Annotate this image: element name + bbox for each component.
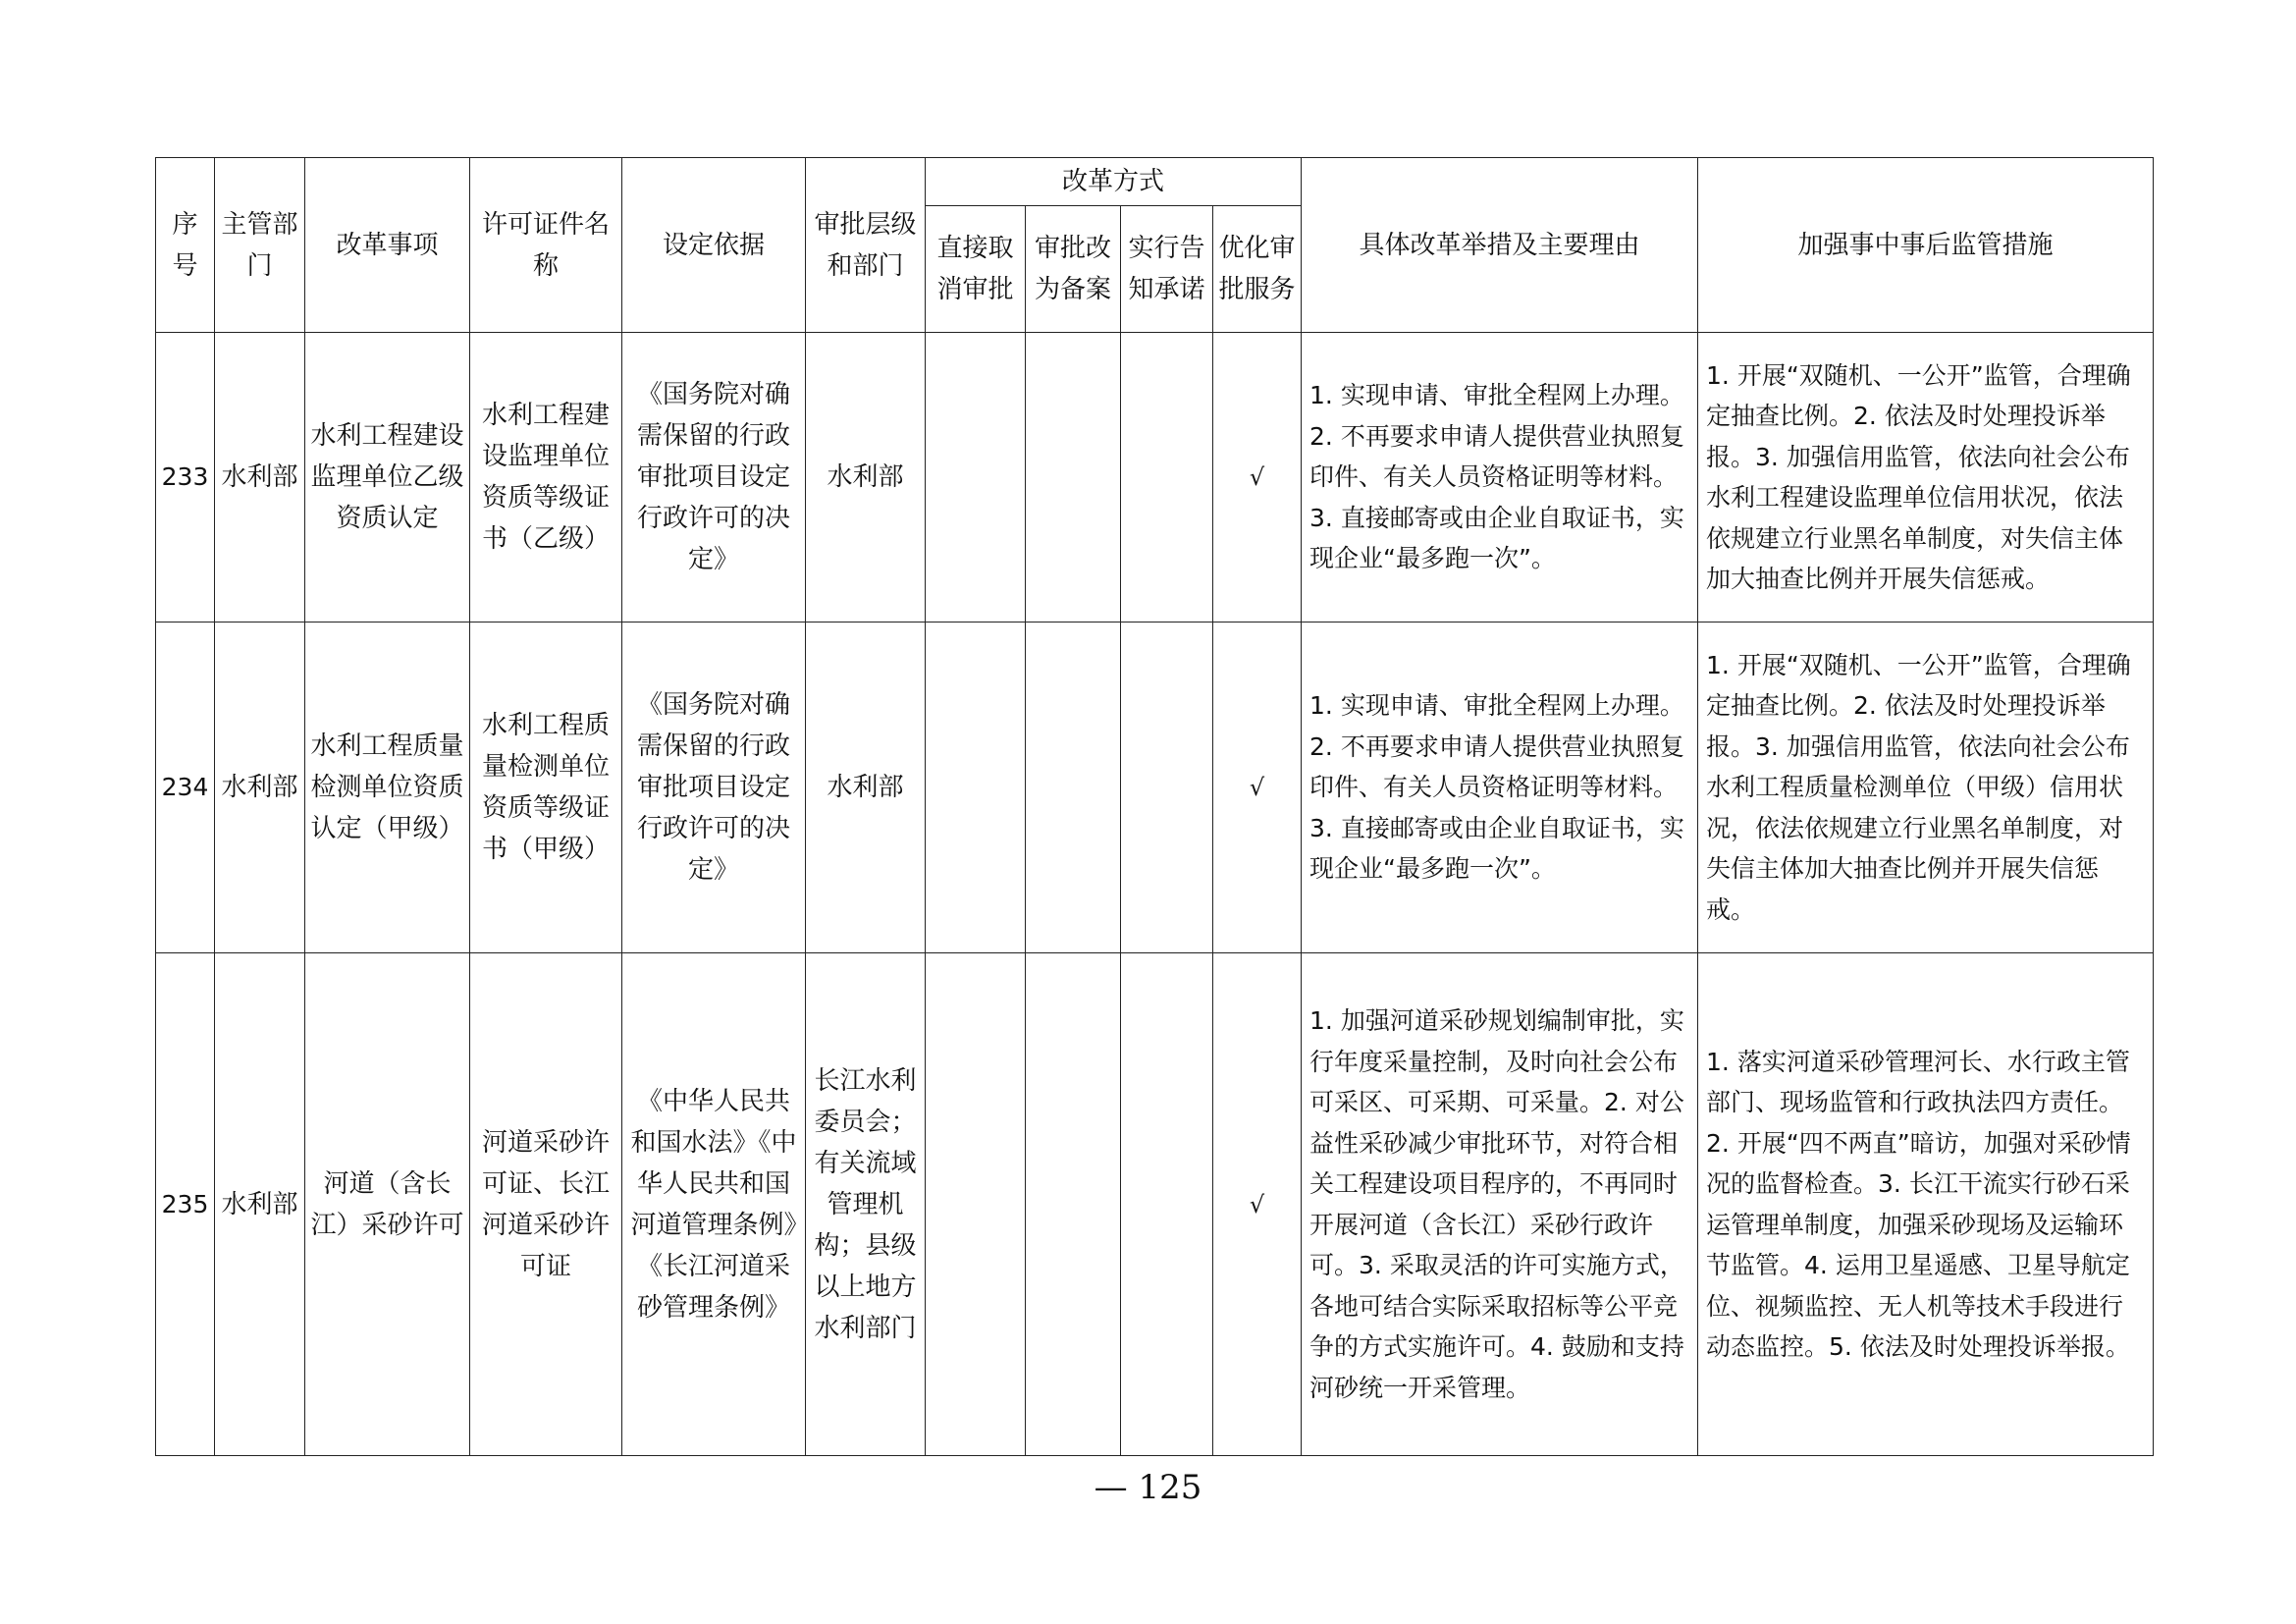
- header-method-cancel: 直接取消审批: [926, 206, 1026, 333]
- cell-method-filing: [1026, 623, 1121, 953]
- cell-reform-item: 水利工程质量检测单位资质认定（甲级）: [305, 623, 470, 953]
- table-row: [156, 953, 2154, 1456]
- cell-seq: 235: [156, 953, 215, 1456]
- cell-license-name: 河道采砂许可证、长江河道采砂许可证: [470, 953, 622, 1456]
- checkmark-cell: √: [1213, 623, 1302, 953]
- cell-legal-basis: 《国务院对确需保留的行政审批项目设定行政许可的决定》: [622, 623, 806, 953]
- header-seq: 序号: [156, 158, 215, 333]
- cell-department: 水利部: [215, 953, 305, 1456]
- cell-department: 水利部: [215, 333, 305, 623]
- checkmark-cell: √: [1213, 953, 1302, 1456]
- header-approval-level: 审批层级和部门: [806, 158, 926, 333]
- header-license-name: 许可证件名称: [470, 158, 622, 333]
- header-department: 主管部门: [215, 158, 305, 333]
- header-legal-basis: 设定依据: [622, 158, 806, 333]
- cell-measures: 1. 实现申请、审批全程网上办理。2. 不再要求申请人提供营业执照复印件、有关人员资格证明等材料。3. 直接邮寄或由企业自取证书，实现企业“最多跑一次”。: [1302, 623, 1698, 953]
- cell-reform-item: 河道（含长江）采砂许可: [305, 953, 470, 1456]
- cell-seq: 233: [156, 333, 215, 623]
- header-measures: 具体改革举措及主要理由: [1302, 158, 1698, 333]
- cell-legal-basis: 《中华人民共和国水法》《中华人民共和国河道管理条例》《长江河道采砂管理条例》: [622, 953, 806, 1456]
- cell-seq: 234: [156, 623, 215, 953]
- cell-method-cancel: [926, 333, 1026, 623]
- cell-license-name: 水利工程建设监理单位资质等级证书（乙级）: [470, 333, 622, 623]
- cell-department: 水利部: [215, 623, 305, 953]
- header-method-optimize: 优化审批服务: [1213, 206, 1302, 333]
- cell-supervision: 1. 开展“双随机、一公开”监管，合理确定抽查比例。2. 依法及时处理投诉举报。3. 加强信用监管，依法向社会公布水利工程质量检测单位（甲级）信用状况，依法依规建立行业黑名单制度，对失信主体加大抽查比例并开展失信惩戒。: [1698, 623, 2154, 953]
- cell-legal-basis: 《国务院对确需保留的行政审批项目设定行政许可的决定》: [622, 333, 806, 623]
- cell-method-notify: [1121, 623, 1213, 953]
- header-method-notify: 实行告知承诺: [1121, 206, 1213, 333]
- cell-method-cancel: [926, 953, 1026, 1456]
- cell-approval-level: 水利部: [806, 623, 926, 953]
- cell-supervision: 1. 落实河道采砂管理河长、水行政主管部门、现场监管和行政执法四方责任。2. 开展“四不两直”暗访，加强对采砂情况的监督检查。3. 长江干流实行砂石采运管理单制度，加强采砂现场及运输环节监管。4. 运用卫星遥感、卫星导航定位、视频监控、无人机等技术手段进行动态监控。5. 依法及时处理投诉举报。: [1698, 953, 2154, 1456]
- header-supervision: 加强事中事后监管措施: [1698, 158, 2154, 333]
- cell-approval-level: 水利部: [806, 333, 926, 623]
- header-row-top: [156, 158, 2154, 206]
- header-reform-item: 改革事项: [305, 158, 470, 333]
- header-reform-method-group: 改革方式: [926, 158, 1302, 206]
- cell-method-notify: [1121, 333, 1213, 623]
- cell-license-name: 水利工程质量检测单位资质等级证书（甲级）: [470, 623, 622, 953]
- cell-method-filing: [1026, 333, 1121, 623]
- cell-method-cancel: [926, 623, 1026, 953]
- table-row: [156, 623, 2154, 953]
- cell-reform-item: 水利工程建设监理单位乙级资质认定: [305, 333, 470, 623]
- cell-supervision: 1. 开展“双随机、一公开”监管，合理确定抽查比例。2. 依法及时处理投诉举报。3. 加强信用监管，依法向社会公布水利工程建设监理单位信用状况，依法依规建立行业黑名单制度，对失信主体加大抽查比例并开展失信惩戒。: [1698, 333, 2154, 623]
- checkmark-cell: √: [1213, 333, 1302, 623]
- cell-method-filing: [1026, 953, 1121, 1456]
- table-row: [156, 333, 2154, 623]
- cell-measures: 1. 加强河道采砂规划编制审批，实行年度采量控制，及时向社会公布可采区、可采期、可采量。2. 对公益性采砂减少审批环节，对符合相关工程建设项目程序的，不再同时开展河道（含长江）采砂行政许可。3. 采取灵活的许可实施方式，各地可结合实际采取招标等公平竞争的方式实施许可。4. 鼓励和支持河砂统一开采管理。: [1302, 953, 1698, 1456]
- header-method-filing: 审批改为备案: [1026, 206, 1121, 333]
- cell-measures: 1. 实现申请、审批全程网上办理。2. 不再要求申请人提供营业执照复印件、有关人员资格证明等材料。3. 直接邮寄或由企业自取证书，实现企业“最多跑一次”。: [1302, 333, 1698, 623]
- reform-table: [155, 157, 2154, 1456]
- page-number: — 125: [1094, 1468, 1202, 1507]
- cell-approval-level: 长江水利委员会；有关流域管理机构；县级以上地方水利部门: [806, 953, 926, 1456]
- cell-method-notify: [1121, 953, 1213, 1456]
